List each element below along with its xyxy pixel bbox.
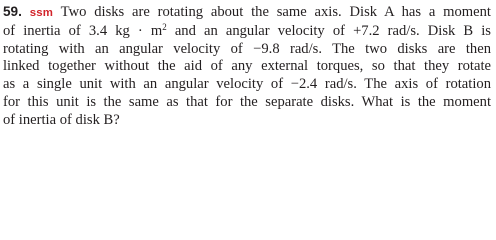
problem-line-3: rotating with an angular velocity of −9.8 rad/s. The two disks are then: [3, 40, 491, 57]
problem-line-7: of inertia of disk B?: [3, 111, 120, 128]
problem-text-2b: and an angular velocity of +7.2 rad/s. Disk B is: [166, 22, 491, 39]
problem-text-2a: of inertia of 3.4 kg · m: [3, 22, 163, 39]
problem-line-2: [3, 23, 491, 41]
problem-59: [3, 3, 491, 130]
squared-superscript: 2: [162, 21, 167, 32]
ssm-tag: ssm: [29, 7, 54, 19]
problem-text-1: Two disks are rotating about the same axis. Disk A has a moment: [53, 4, 491, 20]
problem-line-6: for this unit is the same as that for the separate disks. What is the moment: [3, 93, 491, 110]
problem-line-4: linked together without the aid of any external torques, so that they rotate: [3, 58, 491, 75]
problem-line-5: as a single unit with an angular velocity of −2.4 rad/s. The axis of rotation: [3, 76, 491, 93]
problem-number: 59.: [3, 4, 22, 19]
problem-line-1: [3, 3, 491, 23]
